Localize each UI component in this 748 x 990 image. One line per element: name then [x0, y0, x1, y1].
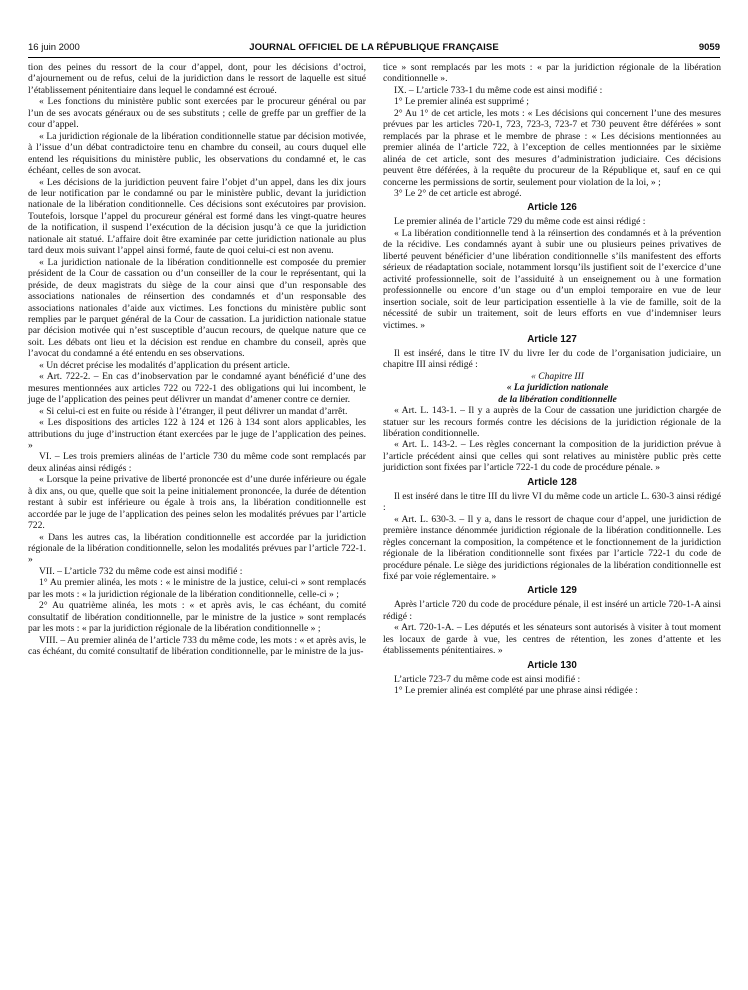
journal-title: JOURNAL OFFICIEL DE LA RÉPUBLIQUE FRANÇAISE	[249, 42, 499, 53]
header-date: 16 juin 2000	[28, 42, 80, 53]
paragraph: Il est inséré dans le titre III du livre VI du même code un article L. 630-3 ainsi rédigé :	[383, 490, 721, 514]
paragraph: « Lorsque la peine privative de liberté prononcée est d’une durée inférieure ou égale à dix ans, ou que, quelle que soit la peine initialement prononcée, la durée de détention restant à subir est inférieure ou égale à trois ans, la libération conditionnelle est accordée par le juge de l’application des peines selon les modalités prévues par l’article 722.	[28, 474, 366, 532]
chapter-subtitle: « La juridiction nationale	[506, 382, 609, 394]
paragraph: « Si celui-ci est en fuite ou réside à l’étranger, il peut délivrer un mandat d’arrêt.	[39, 405, 348, 417]
paragraph: « Les fonctions du ministère public sont exercées par le procureur général ou par l’un de ses avocats généraux ou de ses substituts ; celle de greffe par un greffier de la cour d’appel.	[28, 96, 366, 131]
paragraph: « Art. L. 630-3. – Il y a, dans le ressort de chaque cour d’appel, une juridiction de première instance dénommée juridiction régionale de la libération conditionnelle. Les règles concernant la composition, la compétence et le fonctionnement de la juridiction régionale de la libération conditionnelle sont fixées par l’article 722-1 du code de procédure pénale. Le siège des juridictions régionales de la libération conditionnelle est fixé par voie réglementaire. »	[383, 513, 721, 582]
paragraph: Après l’article 720 du code de procédure pénale, il est inséré un article 720-1-A ainsi rédigé :	[383, 599, 721, 622]
paragraph: Il est inséré, dans le titre IV du livre Ier du code de l’organisation judiciaire, un chapitre III ainsi rédigé :	[383, 347, 721, 371]
article-129-heading: Article 129	[527, 585, 577, 597]
paragraph: VII. – L’article 732 du même code est ainsi modifié :	[39, 565, 243, 577]
paragraph: 1° Au premier alinéa, les mots : « le ministre de la justice, celui-ci » sont remplacés par les mots : « la juridiction régionale de la libération conditionnelle, celle-ci » ;	[28, 577, 366, 600]
page-number: 9059	[698, 42, 720, 53]
chapter-title: « Chapitre III	[531, 370, 584, 382]
header-rule	[28, 57, 720, 58]
left-column	[28, 62, 366, 658]
paragraph: « Art. L. 143-2. – Les règles concernant la composition de la juridiction prévue à l’article précédent ainsi que celles qui sont relatives au ministère public près cette juridiction sont fixées par l’article 722-1 du code de procédure pénale. »	[383, 439, 721, 474]
paragraph: 2° Au quatrième alinéa, les mots : « et après avis, le cas échéant, du comité consultatif de libération conditionnelle, par le ministre de la justice » sont remplacés par les mots : « par la juridiction régionale de la libération conditionnelle » ;	[28, 600, 366, 635]
paragraph: VIII. – Au premier alinéa de l’article 733 du même code, les mots : « et après avis, le cas échéant, du comité consultatif de libération conditionnelle, par le ministre de la jus-	[28, 634, 366, 658]
paragraph: « Dans les autres cas, la libération conditionnelle est accordée par la juridiction régionale de la libération conditionnelle, selon les modalités prévues par l’article 722-1. »	[28, 531, 366, 566]
page-header	[28, 42, 720, 56]
article-128-heading: Article 128	[527, 476, 577, 488]
paragraph: 3° Le 2° de cet article est abrogé.	[394, 187, 522, 199]
paragraph: « Les dispositions des articles 122 à 124 et 126 à 134 sont alors applicables, les attributions du juge d’instruction étant exercées par le juge de l’application des peines. »	[28, 417, 366, 451]
paragraph: VI. – Les trois premiers alinéas de l’article 730 du même code sont remplacés par deux alinéas ainsi rédigés :	[28, 451, 366, 474]
paragraph: tice » sont remplacés par les mots : « par la juridiction régionale de la libération conditionnelle ».	[383, 62, 721, 85]
paragraph: IX. – L’article 733-1 du même code est ainsi modifié :	[394, 84, 603, 96]
paragraph: « Art. 722-2. – En cas d’inobservation par le condamné ayant bénéficié d’une des mesures mentionnées aux articles 722 ou 722-1 des obligations qui lui incombent, le juge de l’application des peines peut délivrer un mandat d’amener contre ce dernier.	[28, 371, 366, 406]
paragraph: « Un décret précise les modalités d’application du présent article.	[39, 359, 290, 371]
paragraph: « Art. L. 143-1. – Il y a auprès de la Cour de cassation une juridiction chargée de statuer sur les recours formés contre les décisions de la juridiction régionale de la libération conditionnelle.	[383, 405, 721, 439]
paragraph: « Les décisions de la juridiction peuvent faire l’objet d’un appel, dans les dix jours de leur notification par le condamné ou par le ministère public, devant la juridiction nationale de la libération conditionnelle. Ces décisions sont exécutoires par provision. Toutefois, lorsque l’appel du procureur général est formé dans les vingt-quatre heures de la notification, il suspend l’exécution de la décision jusqu’à ce que la juridiction nationale ait statué. L’affaire doit être examinée par cette juridiction nationale au plus tard deux mois suivant l’appel ainsi formé, faute de quoi celui-ci est non avenu.	[28, 176, 366, 257]
article-126-heading: Article 126	[527, 202, 577, 214]
paragraph: tion des peines du ressort de la cour d’appel, dont, pour les décisions d’octroi, d’ajournement ou de refus, celui de la juridiction dans le ressort de laquelle est situé l’établissement pénitentiaire dans lequel le condamné est écroué.	[28, 62, 366, 96]
article-127-heading: Article 127	[527, 333, 577, 345]
article-130-heading: Article 130	[527, 659, 577, 671]
chapter-subtitle: de la libération conditionnelle	[498, 393, 617, 405]
paragraph: « La juridiction nationale de la libération conditionnelle est composée du premier président de la Cour de cassation ou d’un conseiller de la cour le représentant, qui la préside, de deux magistrats du siège de la cour ainsi que d’un responsable des associations nationales de réinsertion des condamnés et d’un responsable des associations nationales d’aide aux victimes. Les fonctions du ministère public sont remplies par le parquet général de la Cour de cassation. La juridiction nationale statue par décision motivée qui n’est susceptible d’aucun recours, de quelque nature que ce soit. Les débats ont lieu et la décision est rendue en chambre du conseil, après que l’avocat du condamné a été entendu en ses observations.	[28, 256, 366, 360]
paragraph: « Art. 720-1-A. – Les députés et les sénateurs sont autorisés à visiter à tout moment les locaux de garde à vue, les centres de rétention, les zones d’attente et les établissements pénitentiaires. »	[383, 622, 721, 657]
paragraph: 1° Le premier alinéa est supprimé ;	[394, 96, 529, 108]
paragraph: Le premier alinéa de l’article 729 du même code est ainsi rédigé :	[394, 216, 646, 228]
paragraph: 1° Le premier alinéa est complété par une phrase ainsi rédigée :	[394, 685, 638, 697]
paragraph: « La juridiction régionale de la libération conditionnelle statue par décision motivée, à l’issue d’un débat contradictoire tenu en chambre du conseil, au cours duquel elle entend les réquisitions du ministère public, les observations du condamné et, le cas échéant, celles de son avocat.	[28, 130, 366, 177]
paragraph: L’article 723-7 du même code est ainsi modifié :	[394, 673, 581, 685]
paragraph: 2° Au 1° de cet article, les mots : « Les décisions qui concernent l’une des mesures prévues par les articles 720-1, 723, 723-3, 723-7 et 730 peuvent être déférées » sont remplacés par la phrase et le membre de phrase : « Les décisions mentionnées au premier alinéa de l’article 722, à l’exception de celles mentionnées par le sixième alinéa de cet article, sont des mesures d’administration judiciaire. Ces décisions peuvent être déférées, à la requête du procureur de la République et, sauf en ce qui concerne les permissions de sortir, seulement pour violation de la loi, » ;	[383, 107, 721, 188]
paragraph: « La libération conditionnelle tend à la réinsertion des condamnés et à la prévention de la récidive. Les condamnés ayant à subir une ou plusieurs peines privatives de liberté peuvent bénéficier d’une libération conditionnelle s’ils manifestent des efforts sérieux de réadaptation sociale, notamment lorsqu’ils justifient soit de l’exercice d’une activité professionnelle, soit de l’assiduité à un enseignement ou à une formation professionnelle ou encore d’un stage ou d’un emploi temporaire en vue de leur insertion sociale, soit de leur participation essentielle à la vie de famille, soit de la nécessité de subir un traitement, soit de leurs efforts en vue d’indemniser leurs victimes. »	[383, 227, 721, 331]
right-column	[383, 62, 721, 697]
